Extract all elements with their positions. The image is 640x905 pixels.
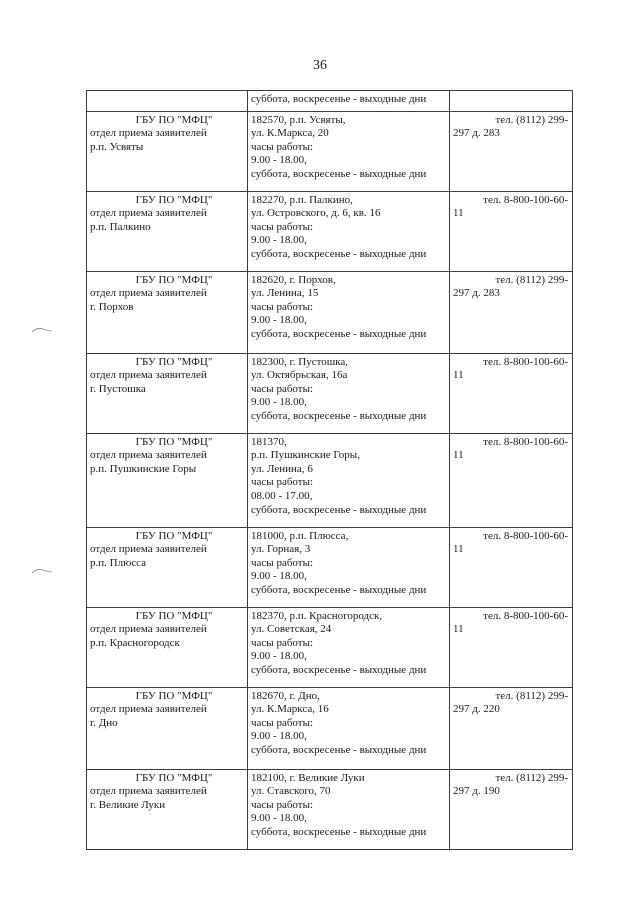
office-phone-cell	[450, 111, 573, 191]
address-line: суббота, воскресенье - выходные дни	[251, 409, 427, 422]
address-line: ул. Ленина, 15	[251, 287, 319, 300]
office-address-cell	[248, 433, 450, 527]
office-phone-cell	[450, 607, 573, 687]
office-name-line: р.п. Усвяты	[90, 140, 144, 153]
office-address-cell	[248, 769, 450, 849]
table-row	[87, 271, 573, 353]
office-org-name: ГБУ ПО "МФЦ"	[135, 609, 213, 622]
address-line: часы работы:	[251, 636, 314, 649]
address-line: 9.00 - 18.00,	[251, 812, 307, 825]
address-line: часы работы:	[251, 716, 314, 729]
address-line: 182300, г. Пустошка,	[251, 355, 349, 368]
office-name-line: р.п. Пушкинские Горы	[90, 462, 197, 475]
office-name-cell	[87, 769, 248, 849]
office-address-cell	[248, 111, 450, 191]
phone-line: 297 д. 220	[453, 703, 500, 716]
office-name-cell	[87, 433, 248, 527]
address-line: ул. Горная, 3	[251, 543, 311, 556]
office-phone-cell	[450, 769, 573, 849]
address-line: 9.00 - 18.00,	[251, 730, 307, 743]
address-line: 9.00 - 18.00,	[251, 234, 307, 247]
address-line: 182620, г. Порхов,	[251, 273, 336, 286]
office-name-line: отдел приема заявителей	[90, 287, 207, 300]
office-org-name: ГБУ ПО "МФЦ"	[135, 113, 213, 126]
address-line: 9.00 - 18.00,	[251, 650, 307, 663]
office-phone-cell	[450, 527, 573, 607]
office-address-cell	[248, 271, 450, 353]
address-line: 181000, р.п. Плюсса,	[251, 529, 349, 542]
office-org-name: ГБУ ПО "МФЦ"	[135, 435, 213, 448]
phone-line: тел. 8-800-100-60-	[483, 529, 568, 542]
office-name-line: р.п. Палкино	[90, 220, 151, 233]
address-line: суббота, воскресенье - выходные дни	[251, 503, 427, 516]
margin-mark	[31, 326, 53, 334]
address-line: 182570, р.п. Усвяты,	[251, 113, 346, 126]
office-name-line: г. Великие Луки	[90, 798, 166, 811]
address-line: часы работы:	[251, 556, 314, 569]
address-line: суббота, воскресенье - выходные дни	[251, 743, 427, 756]
address-line: 9.00 - 18.00,	[251, 570, 307, 583]
address-line: ул. Ставского, 70	[251, 785, 331, 798]
office-org-name: ГБУ ПО "МФЦ"	[135, 355, 213, 368]
office-org-name: ГБУ ПО "МФЦ"	[135, 193, 213, 206]
address-line: 9.00 - 18.00,	[251, 396, 307, 409]
table-row	[87, 191, 573, 271]
office-name-cell	[87, 687, 248, 769]
address-line: суббота, воскресенье - выходные дни	[251, 825, 427, 838]
office-name-cell	[87, 353, 248, 433]
office-name-line: г. Порхов	[90, 300, 134, 313]
address-line: суббота, воскресенье - выходные дни	[251, 93, 427, 105]
office-address-cell	[248, 687, 450, 769]
phone-line: 297 д. 283	[453, 127, 500, 140]
address-cell	[248, 91, 450, 112]
address-line: часы работы:	[251, 382, 314, 395]
office-address-cell	[248, 191, 450, 271]
phone-line: 11	[453, 543, 464, 556]
address-line: суббота, воскресенье - выходные дни	[251, 583, 427, 596]
office-name-cell	[87, 607, 248, 687]
address-line: часы работы:	[251, 220, 314, 233]
address-line: суббота, воскресенье - выходные дни	[251, 663, 427, 676]
office-address-cell	[248, 527, 450, 607]
phone-line: 297 д. 283	[453, 287, 500, 300]
office-name-line: отдел приема заявителей	[90, 623, 207, 636]
phone-line: тел. (8112) 299-	[495, 771, 568, 784]
offices-table	[86, 90, 573, 850]
office-address-cell	[248, 353, 450, 433]
office-phone-cell	[450, 353, 573, 433]
office-name-line: отдел приема заявителей	[90, 127, 207, 140]
address-line: ул. Островского, д. 6, кв. 16	[251, 207, 381, 220]
table-row	[87, 111, 573, 191]
office-name-line: отдел приема заявителей	[90, 207, 207, 220]
phone-line: тел. 8-800-100-60-	[483, 355, 568, 368]
address-line: 9.00 - 18.00,	[251, 314, 307, 327]
table-row	[87, 607, 573, 687]
office-phone-cell	[450, 687, 573, 769]
office-name-cell	[87, 527, 248, 607]
office-name-cell	[87, 111, 248, 191]
office-phone-cell	[450, 191, 573, 271]
office-name-line: г. Дно	[90, 716, 118, 729]
office-name-line: р.п. Плюсса	[90, 556, 147, 569]
office-name-line: отдел приема заявителей	[90, 369, 207, 382]
address-line: часы работы:	[251, 798, 314, 811]
office-name-line: г. Пустошка	[90, 382, 146, 395]
office-org-name: ГБУ ПО "МФЦ"	[135, 689, 213, 702]
office-name-line: р.п. Красногородск	[90, 636, 180, 649]
address-line: ул. К.Маркса, 16	[251, 703, 329, 716]
office-phone-cell	[450, 271, 573, 353]
margin-mark	[31, 567, 53, 575]
table-row	[87, 769, 573, 849]
table-row	[87, 687, 573, 769]
office-name-line: отдел приема заявителей	[90, 785, 207, 798]
phone-line: тел. (8112) 299-	[495, 273, 568, 286]
address-line: р.п. Пушкинские Горы,	[251, 449, 360, 462]
address-line: 9.00 - 18.00,	[251, 154, 307, 167]
name-cell	[87, 91, 248, 112]
office-phone-cell	[450, 433, 573, 527]
address-line: ул. Октябрьская, 16а	[251, 369, 348, 382]
phone-line: тел. (8112) 299-	[495, 689, 568, 702]
phone-line: тел. 8-800-100-60-	[483, 609, 568, 622]
address-line: часы работы:	[251, 140, 314, 153]
phone-line: 11	[453, 207, 464, 220]
office-name-line: отдел приема заявителей	[90, 543, 207, 556]
address-line: 181370,	[251, 435, 287, 448]
phone-line: 11	[453, 623, 464, 636]
page-number: 36	[313, 58, 327, 73]
address-line: 08.00 - 17.00,	[251, 489, 313, 502]
office-org-name: ГБУ ПО "МФЦ"	[135, 529, 213, 542]
table-row	[87, 91, 573, 112]
address-line: 182100, г. Великие Луки	[251, 771, 365, 784]
office-org-name: ГБУ ПО "МФЦ"	[135, 273, 213, 286]
phone-line: тел. 8-800-100-60-	[483, 435, 568, 448]
office-name-cell	[87, 271, 248, 353]
address-line: суббота, воскресенье - выходные дни	[251, 247, 427, 260]
address-line: часы работы:	[251, 300, 314, 313]
phone-cell	[450, 91, 573, 112]
phone-line: тел. (8112) 299-	[495, 113, 568, 126]
phone-line: 297 д. 190	[453, 785, 500, 798]
phone-line: 11	[453, 369, 464, 382]
address-line: часы работы:	[251, 476, 314, 489]
table-row	[87, 353, 573, 433]
office-address-cell	[248, 607, 450, 687]
office-name-cell	[87, 191, 248, 271]
address-line: 182270, р.п. Палкино,	[251, 193, 353, 206]
office-name-line: отдел приема заявителей	[90, 703, 207, 716]
address-line: ул. К.Маркса, 20	[251, 127, 329, 140]
address-line: 182370, р.п. Красногородск,	[251, 609, 383, 622]
address-line: 182670, г. Дно,	[251, 689, 320, 702]
table-row	[87, 527, 573, 607]
phone-line: тел. 8-800-100-60-	[483, 193, 568, 206]
office-org-name: ГБУ ПО "МФЦ"	[135, 771, 213, 784]
address-line: суббота, воскресенье - выходные дни	[251, 327, 427, 340]
office-name-line: отдел приема заявителей	[90, 449, 207, 462]
address-line: ул. Советская, 24	[251, 623, 332, 636]
table-row	[87, 433, 573, 527]
address-line: суббота, воскресенье - выходные дни	[251, 167, 427, 180]
phone-line: 11	[453, 449, 464, 462]
address-line: ул. Ленина, 6	[251, 462, 313, 475]
